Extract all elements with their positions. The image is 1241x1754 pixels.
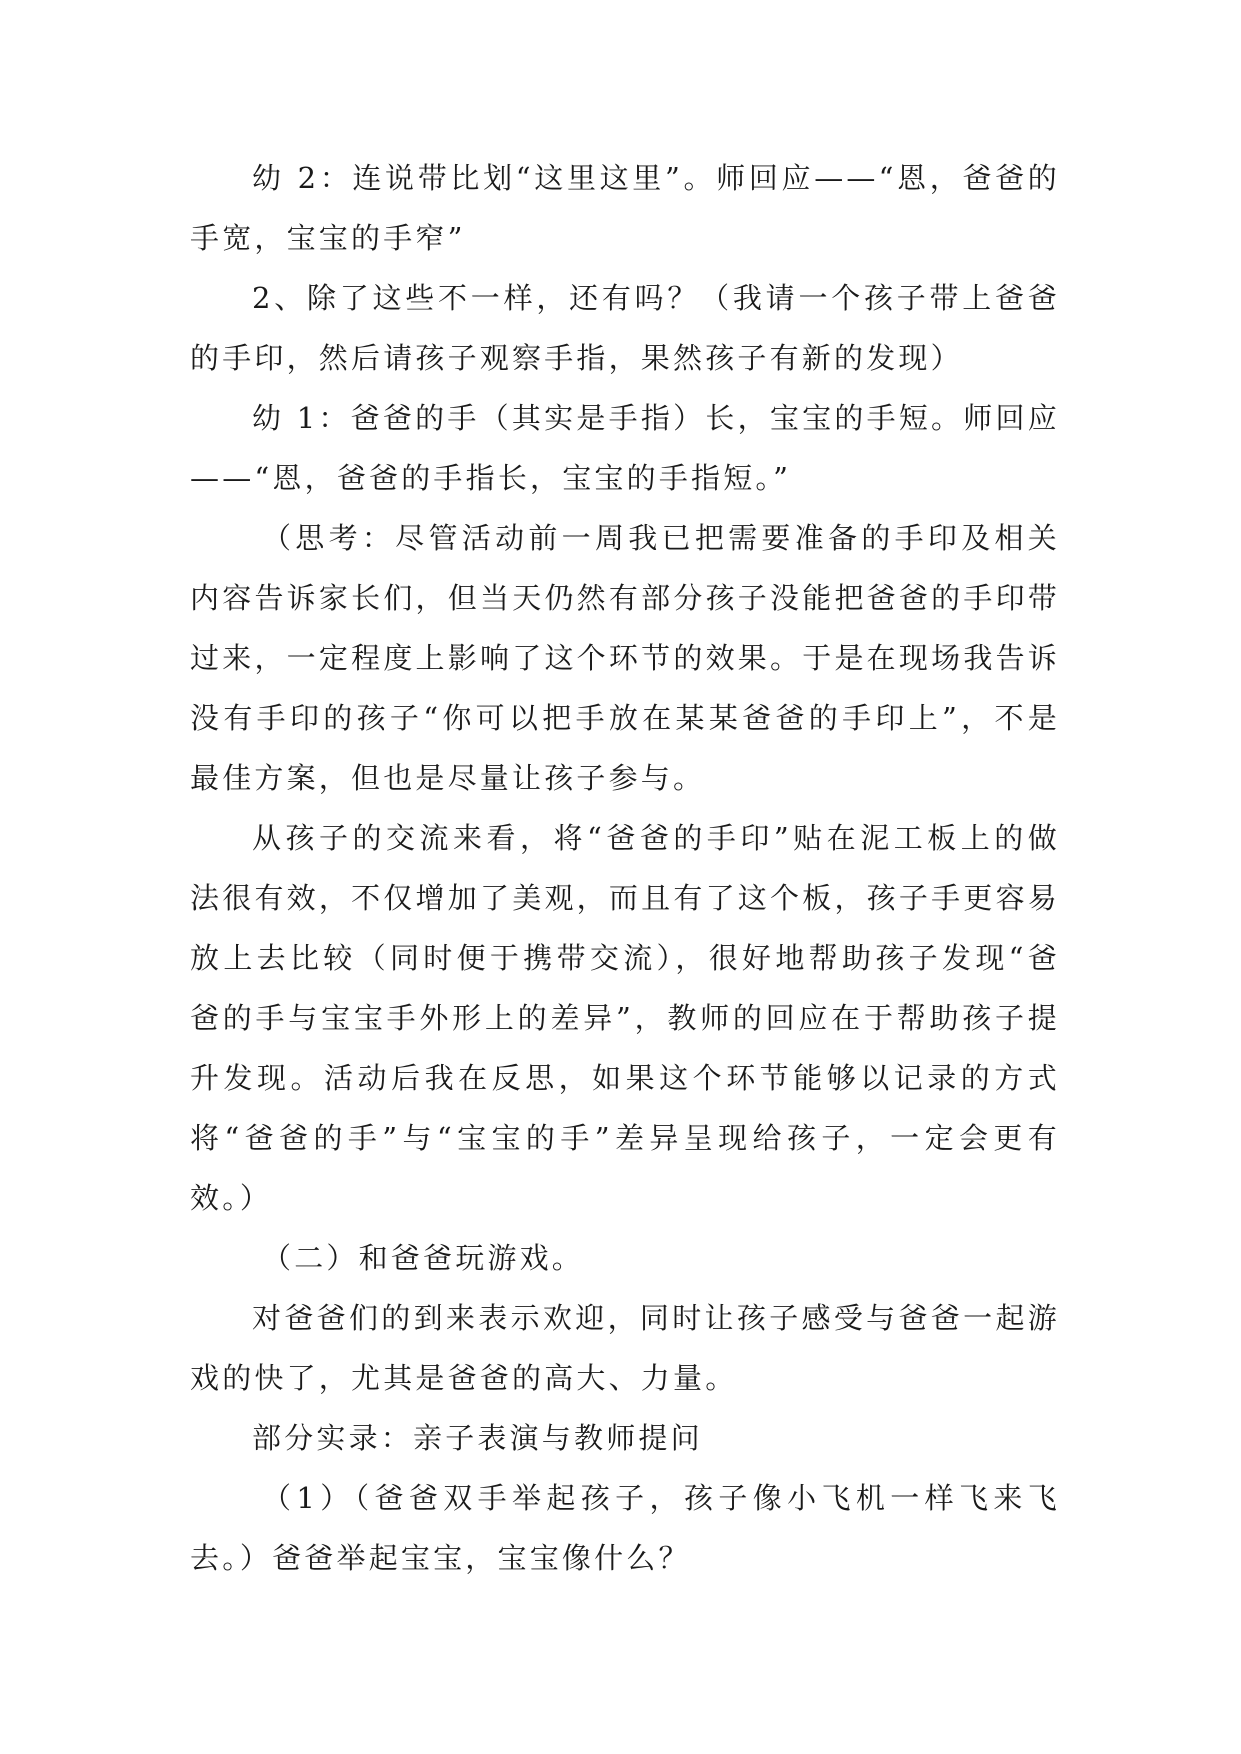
paragraph-record-heading: 部分实录：亲子表演与教师提问 [252, 1421, 703, 1455]
paragraph-question-2: 2、除了这些不一样，还有吗？（我请一个孩子带上爸爸的手印，然后请孩子观察手指，果然孩子有新的发现） [190, 281, 1060, 375]
section-heading-play-with-dad: （二）和爸爸玩游戏。 [262, 1241, 585, 1275]
paragraph-analysis: 从孩子的交流来看，将“爸爸的手印”贴在泥工板上的做法很有效，不仅增加了美观，而且有了这个板，孩子手更容易放上去比较（同时便于携带交流），很好地帮助孩子发现“爸爸的手与宝宝手外形上的差异”，教师的回应在于帮助孩子提升发现。活动后我在反思，如果这个环节能够以记录的方式将“爸爸的手”与“宝宝的手”差异呈现给孩子，一定会更有效。） [190, 821, 1060, 1215]
document-page [190, 148, 1060, 1588]
paragraph-child2-response: 幼 2：连说带比划“这里这里”。师回应——“恩，爸爸的手宽，宝宝的手窄” [190, 161, 1060, 255]
paragraph-child1-response: 幼 1：爸爸的手（其实是手指）长，宝宝的手短。师回应——“恩，爸爸的手指长，宝宝的手指短。” [190, 401, 1060, 495]
paragraph-reflection: （思考：尽管活动前一周我已把需要准备的手印及相关内容告诉家长们，但当天仍然有部分孩子没能把爸爸的手印带过来，一定程度上影响了这个环节的效果。于是在现场我告诉没有手印的孩子“你可以把手放在某某爸爸的手印上”，不是最佳方案，但也是尽量让孩子参与。 [190, 521, 1060, 795]
paragraph-welcome: 对爸爸们的到来表示欢迎，同时让孩子感受与爸爸一起游戏的快了，尤其是爸爸的高大、力量。 [190, 1301, 1060, 1395]
paragraph-item-1: （1）（爸爸双手举起孩子，孩子像小飞机一样飞来飞去。）爸爸举起宝宝，宝宝像什么？ [190, 1481, 1060, 1575]
